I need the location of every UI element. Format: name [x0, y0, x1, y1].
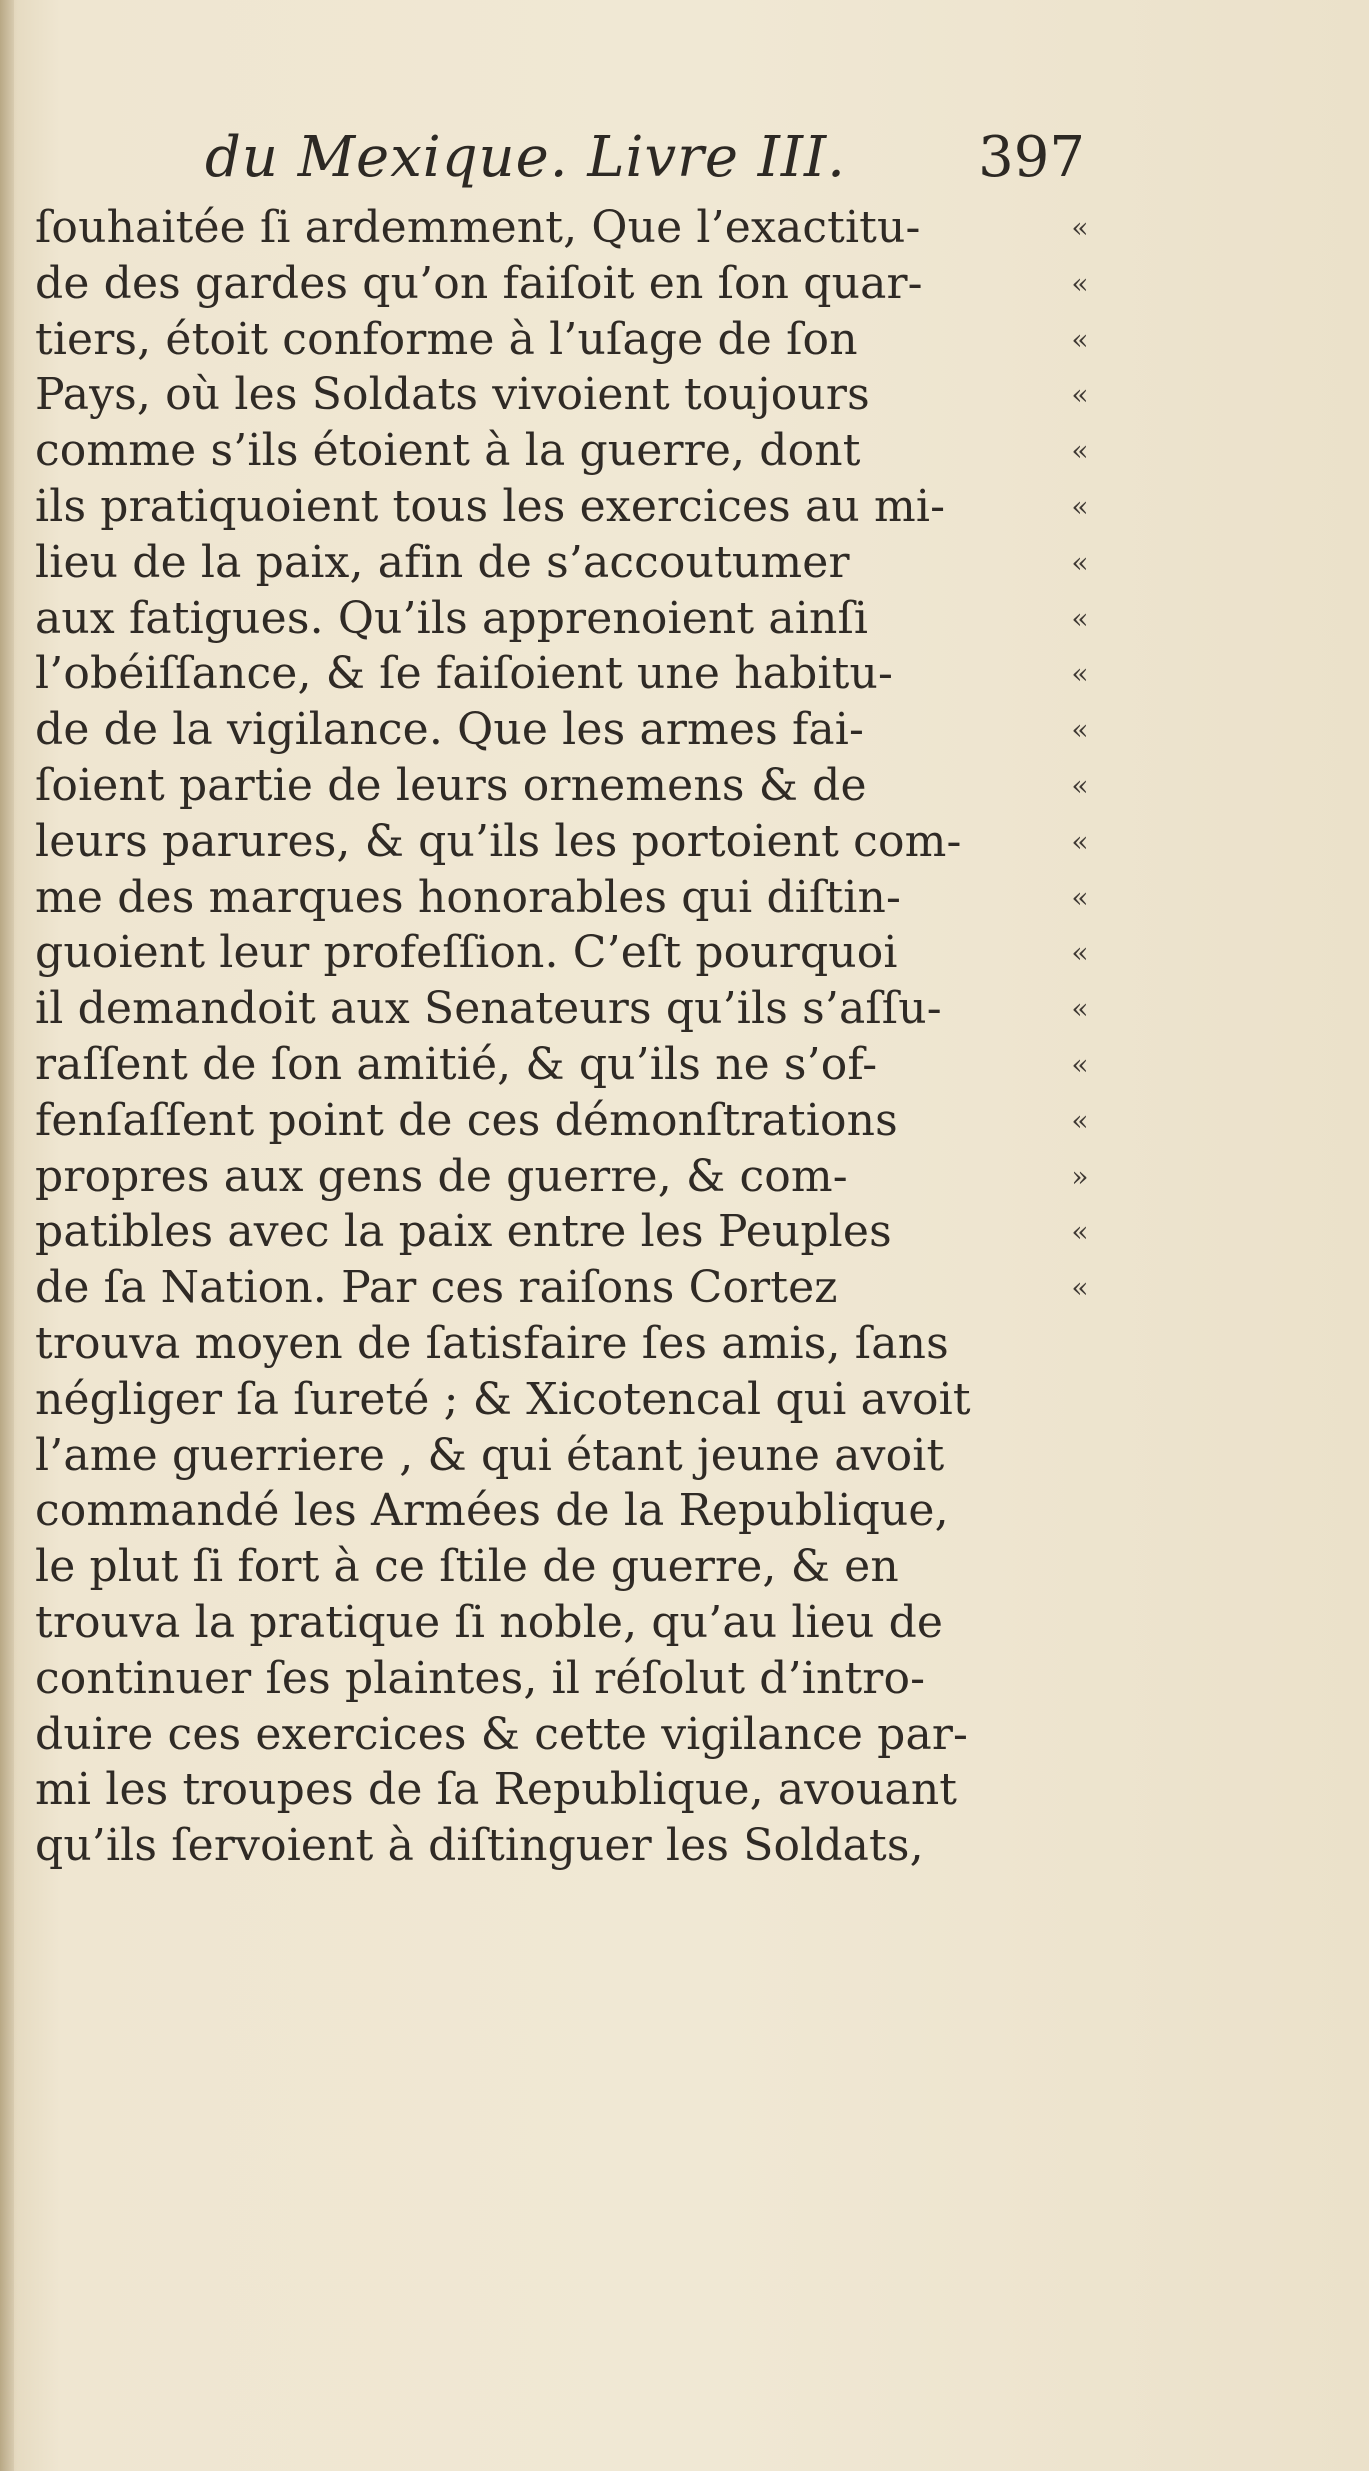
text-line	[35, 1093, 1100, 1149]
line-text: ils pratiquoient tous les exercices au mi-	[35, 480, 946, 532]
line-text: aux fatigues. Qu’ils apprenoient ainſi	[35, 592, 869, 644]
quote-mark: «	[1071, 378, 1089, 412]
line-text: tiers, étoit conforme à l’uſage de ſon	[35, 313, 858, 365]
line-text: trouva moyen de ſatisfaire ſes amis, ſans	[35, 1317, 949, 1369]
line-text: comme s’ils étoient à la guerre, dont	[35, 425, 861, 477]
text-line	[35, 1539, 1100, 1595]
text-line	[35, 1037, 1100, 1093]
line-text: propres aux gens de guerre, & com-	[35, 1150, 848, 1202]
body-text	[35, 200, 1100, 1874]
line-text: patibles avec la paix entre les Peuples	[35, 1206, 892, 1258]
quote-mark: «	[1071, 489, 1089, 523]
line-text: duire ces exercices & cette vigilance par-	[35, 1708, 969, 1760]
line-text: il demandoit aux Senateurs qu’ils s’aſſu-	[35, 983, 942, 1035]
text-line	[35, 1595, 1100, 1651]
text-line	[35, 646, 1100, 702]
line-text: qu’ils ſervoient à diſtinguer les Soldats,	[35, 1820, 924, 1872]
quote-mark: «	[1071, 1047, 1089, 1081]
text-line	[35, 256, 1100, 312]
text-line	[35, 1316, 1100, 1372]
text-line	[35, 1483, 1100, 1539]
quote-mark: «	[1071, 768, 1089, 802]
line-text: l’obéiſſance, & ſe faiſoient une habitu-	[35, 648, 893, 700]
text-line	[35, 423, 1100, 479]
line-text: raſſent de ſon amitié, & qu’ils ne s’of-	[35, 1038, 878, 1090]
line-text: ſoient partie de leurs ornemens & de	[35, 759, 867, 811]
text-line	[35, 1428, 1100, 1484]
line-text: de des gardes qu’on faiſoit en ſon quar-	[35, 257, 923, 309]
line-text: me des marques honorables qui diſtin-	[35, 871, 901, 923]
running-title: du Mexique. Livre III.	[205, 125, 846, 190]
line-text: l’ame guerriere , & qui étant jeune avoit	[35, 1429, 945, 1481]
page-number: 397	[978, 125, 1085, 190]
text-line	[35, 1651, 1100, 1707]
quote-mark: «	[1071, 880, 1089, 914]
text-line	[35, 367, 1100, 423]
text-line	[35, 1260, 1100, 1316]
line-text: de ſa Nation. Par ces raiſons Cortez	[35, 1262, 838, 1314]
text-line	[35, 535, 1100, 591]
running-header	[205, 118, 1085, 198]
line-text: négliger ſa ſureté ; & Xicotencal qui avoit	[35, 1373, 971, 1425]
quote-mark: «	[1071, 545, 1089, 579]
quote-mark: »	[1071, 1159, 1089, 1193]
text-line	[35, 479, 1100, 535]
line-text: guoient leur profeſſion. C’eſt pourquoi	[35, 927, 898, 979]
quote-mark: «	[1071, 266, 1089, 300]
quote-mark: «	[1071, 1103, 1089, 1137]
text-line	[35, 702, 1100, 758]
line-text: leurs parures, & qu’ils les portoient com-	[35, 815, 962, 867]
line-text: fenſaſſent point de ces démonſtrations	[35, 1094, 898, 1146]
line-text: trouva la pratique ſi noble, qu’au lieu de	[35, 1596, 944, 1648]
text-line	[35, 1818, 1100, 1874]
quote-mark: «	[1071, 434, 1089, 468]
text-line	[35, 1707, 1100, 1763]
quote-mark: «	[1071, 657, 1089, 691]
line-text: le plut ſi fort à ce ſtile de guerre, & en	[35, 1541, 899, 1593]
line-text: lieu de la paix, afin de s’accoutumer	[35, 536, 850, 588]
text-line	[35, 591, 1100, 647]
text-line	[35, 1204, 1100, 1260]
quote-mark: «	[1071, 1271, 1089, 1305]
quote-mark: «	[1071, 211, 1089, 244]
text-line	[35, 870, 1100, 926]
text-line	[35, 200, 1100, 256]
quote-mark: «	[1071, 601, 1089, 635]
line-text: commandé les Armées de la Republique,	[35, 1485, 949, 1537]
text-line	[35, 1762, 1100, 1818]
quote-mark: «	[1071, 322, 1089, 356]
text-line	[35, 758, 1100, 814]
text-line	[35, 1149, 1100, 1205]
quote-mark: «	[1071, 992, 1089, 1026]
text-line	[35, 981, 1100, 1037]
text-line	[35, 925, 1100, 981]
quote-mark: «	[1071, 824, 1089, 858]
quote-mark: «	[1071, 1215, 1089, 1249]
line-text: Pays, où les Soldats vivoient toujours	[35, 369, 870, 421]
text-line	[35, 312, 1100, 368]
line-text: continuer ſes plaintes, il réſolut d’intro-	[35, 1652, 926, 1704]
quote-mark: «	[1071, 936, 1089, 970]
page-gutter	[0, 0, 14, 2471]
quote-mark: «	[1071, 713, 1089, 747]
line-text: de de la vigilance. Que les armes fai-	[35, 704, 865, 756]
line-text: ſouhaitée ſi ardemment, Que l’exactitu-	[35, 202, 921, 253]
line-text: mi les troupes de ſa Republique, avouant	[35, 1764, 958, 1816]
text-line	[35, 1372, 1100, 1428]
text-line	[35, 814, 1100, 870]
